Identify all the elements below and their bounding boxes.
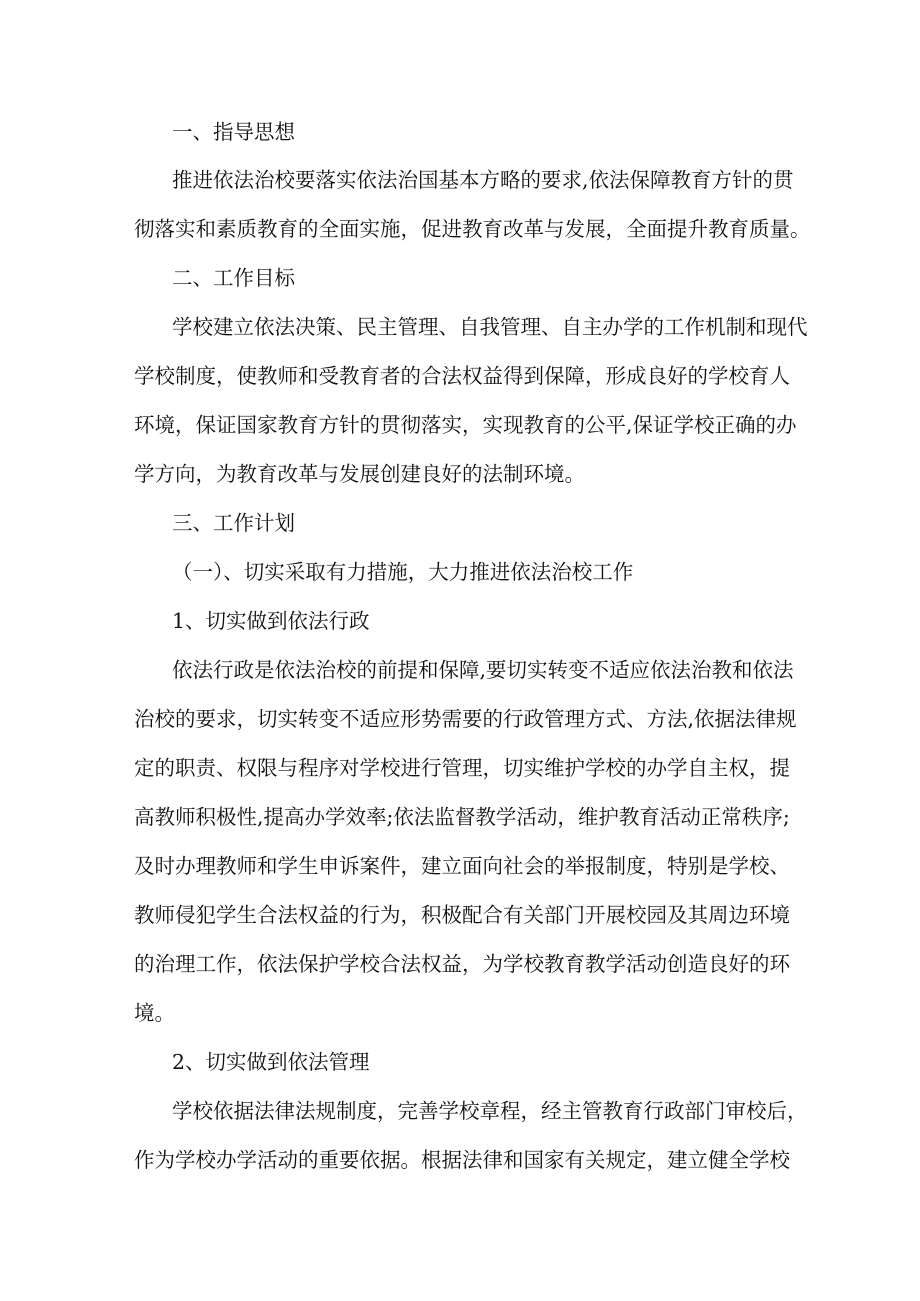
paragraph-line: 教师侵犯学生合法权益的行为，积极配合有关部门开展校园及其周边环境 bbox=[134, 903, 790, 927]
paragraph-line: 彻落实和素质教育的全面实施，促进教育改革与发展，全面提升教育质量。 bbox=[134, 217, 811, 241]
heading-text: 三、工作计划 bbox=[172, 511, 295, 535]
paragraph-line: 及时办理教师和学生申诉案件，建立面向社会的举报制度，特别是学校、 bbox=[134, 854, 790, 878]
heading-text: 二、工作目标 bbox=[172, 266, 295, 290]
heading-text: 2、切实做到依法管理 bbox=[172, 1050, 370, 1074]
paragraph-line: 的治理工作，依法保护学校合法权益，为学校教育教学活动创造良好的环 bbox=[134, 952, 790, 976]
paragraph-line: 境。 bbox=[134, 1001, 175, 1025]
paragraph-line: 依法行政是依法治校的前提和保障,要切实转变不适应依法治教和依法 bbox=[172, 658, 794, 682]
paragraph-line: 学校依据法律法规制度，完善学校章程，经主管教育行政部门审校后， bbox=[172, 1099, 808, 1123]
heading-text: 一、指导思想 bbox=[172, 120, 295, 144]
paragraph-line: 学校建立依法决策、民主管理、自我管理、自主办学的工作机制和现代 bbox=[172, 315, 808, 339]
heading-text: （一）、切实采取有力措施，大力推进依法治校工作 bbox=[172, 560, 634, 584]
paragraph-line: 定的职责、权限与程序对学校进行管理，切实维护学校的办学自主权，提 bbox=[134, 756, 790, 780]
heading-text: 1、切实做到依法行政 bbox=[172, 609, 370, 633]
paragraph-line: 学校制度，使教师和受教育者的合法权益得到保障，形成良好的学校育人 bbox=[134, 364, 790, 388]
paragraph-line: 作为学校办学活动的重要依据。根据法律和国家有关规定，建立健全学校 bbox=[134, 1148, 790, 1172]
paragraph-line: 治校的要求，切实转变不适应形势需要的行政管理方式、方法,依据法律规 bbox=[134, 707, 797, 731]
paragraph-line: 学方向，为教育改革与发展创建良好的法制环境。 bbox=[134, 462, 585, 486]
paragraph-line: 环境，保证国家教育方针的贯彻落实，实现教育的公平,保证学校正确的办 bbox=[134, 413, 797, 437]
paragraph-line: 推进依法治校要落实依法治国基本方略的要求,依法保障教育方针的贯 bbox=[172, 168, 794, 192]
paragraph-line: 高教师积极性,提高办学效率;依法监督教学活动，维护教育活动正常秩序; bbox=[134, 805, 790, 829]
